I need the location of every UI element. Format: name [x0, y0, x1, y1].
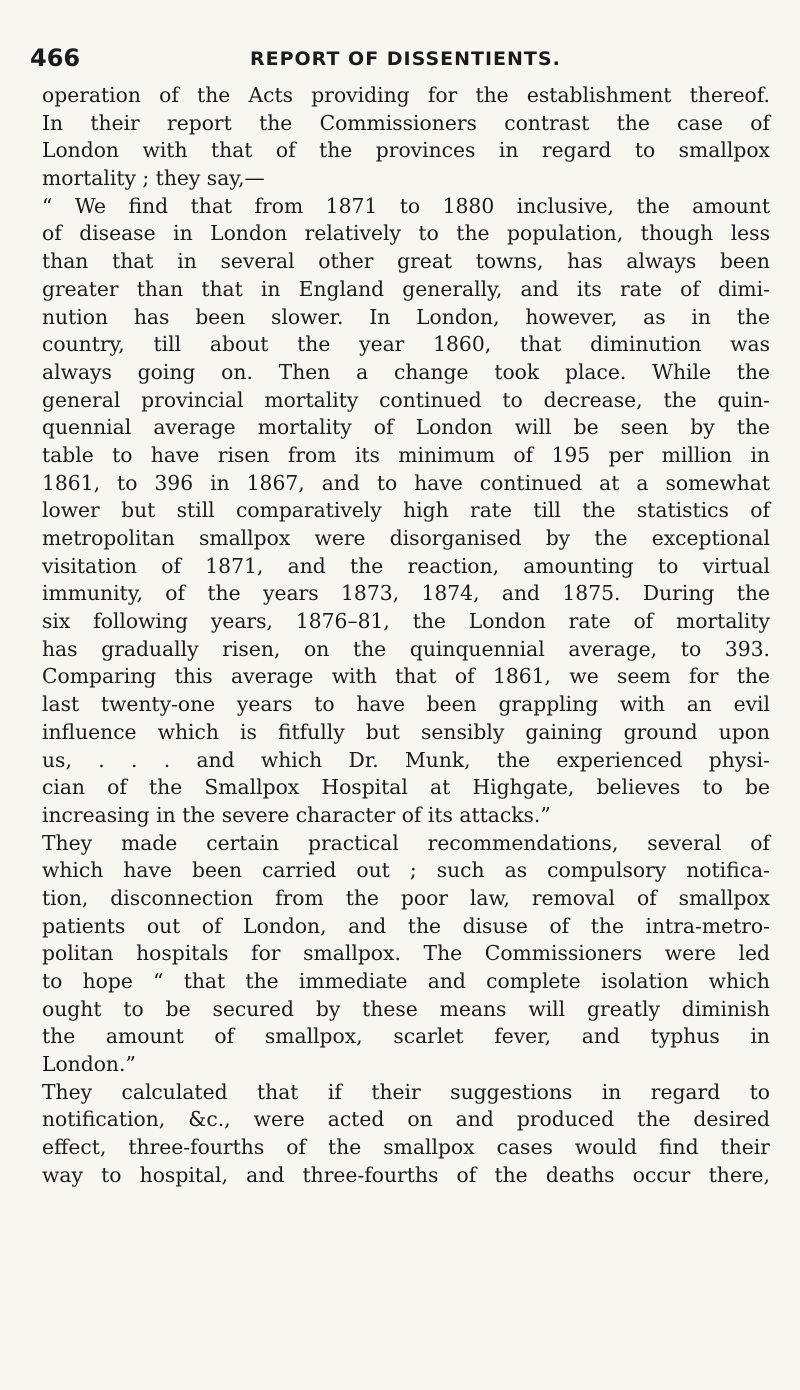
text-line: They made certain practical recommendations, several of — [42, 830, 770, 855]
text-line: the amount of smallpox, scarlet fever, and typhus in — [42, 1024, 770, 1049]
text-line: always going on. Then a change took place. While the — [42, 359, 770, 384]
text-line: way to hospital, and three-fourths of the deaths occur there, — [42, 1162, 770, 1187]
text-line: “ We find that from 1871 to 1880 inclusive, the amount — [42, 193, 770, 218]
text-line: table to have risen from its minimum of 195 per million in — [42, 442, 770, 467]
text-line: In their report the Commissioners contrast the case of — [42, 110, 770, 135]
text-line: last twenty-one years to have been grappling with an evil — [42, 692, 770, 717]
text-line: of disease in London relatively to the population, though less — [42, 221, 770, 246]
text-line: Comparing this average with that of 1861, we seem for the — [42, 664, 770, 689]
text-line: operation of the Acts providing for the establishment thereof. — [42, 83, 770, 107]
text-line: nution has been slower. In London, however, as in the — [42, 304, 770, 329]
text-line: 1861, to 396 in 1867, and to have continued at a somewhat — [42, 470, 770, 495]
page-number: 466 — [30, 44, 81, 72]
text-line: has gradually risen, on the quinquennial average, to 393. — [42, 636, 770, 661]
text-line: country, till about the year 1860, that diminution was — [42, 332, 770, 357]
text-line: greater than that in England generally, and its rate of dimi- — [42, 276, 770, 301]
text-line: notification, &c., were acted on and produced the desired — [42, 1107, 770, 1132]
text-line: general provincial mortality continued to decrease, the quin- — [42, 387, 770, 412]
text-line: increasing in the severe character of its attacks.” — [42, 802, 551, 827]
text-line: politan hospitals for smallpox. The Commissioners were led — [42, 941, 770, 966]
text-line: which have been carried out ; such as compulsory notifica- — [42, 858, 770, 883]
text-line: metropolitan smallpox were disorganised by the exceptional — [42, 526, 770, 550]
text-line: mortality ; they say,— — [42, 166, 265, 191]
text-line: patients out of London, and the disuse of the intra-metro- — [42, 913, 770, 938]
text-line: effect, three-fourths of the smallpox cases would find their — [42, 1135, 770, 1160]
text-line: immunity, of the years 1873, 1874, and 1875. During the — [42, 581, 770, 606]
text-line: visitation of 1871, and the reaction, amounting to virtual — [42, 553, 770, 578]
text-line: ought to be secured by these means will greatly diminish — [42, 996, 770, 1021]
running-head: REPORT OF DISSENTIENTS. — [250, 48, 561, 70]
text-line: tion, disconnection from the poor law, removal of smallpox — [42, 885, 770, 910]
text-line: London.” — [42, 1052, 136, 1077]
text-line: lower but still comparatively high rate till the statistics of — [42, 498, 770, 523]
text-line: to hope “ that the immediate and complete isolation which — [42, 969, 770, 993]
page-header — [30, 44, 770, 74]
text-line: They calculated that if their suggestions in regard to — [42, 1079, 770, 1104]
body-text — [42, 82, 770, 1190]
text-line: London with that of the provinces in regard to smallpox — [42, 138, 770, 163]
text-line: six following years, 1876–81, the London rate of mortality — [42, 609, 770, 634]
text-line: cian of the Smallpox Hospital at Highgate, believes to be — [42, 775, 770, 800]
text-line: than that in several other great towns, has always been — [42, 249, 770, 274]
text-line: us, . . . and which Dr. Munk, the experienced physi- — [42, 747, 770, 772]
text-line: quennial average mortality of London will be seen by the — [42, 415, 770, 440]
text-line: influence which is fitfully but sensibly gaining ground upon — [42, 719, 770, 744]
